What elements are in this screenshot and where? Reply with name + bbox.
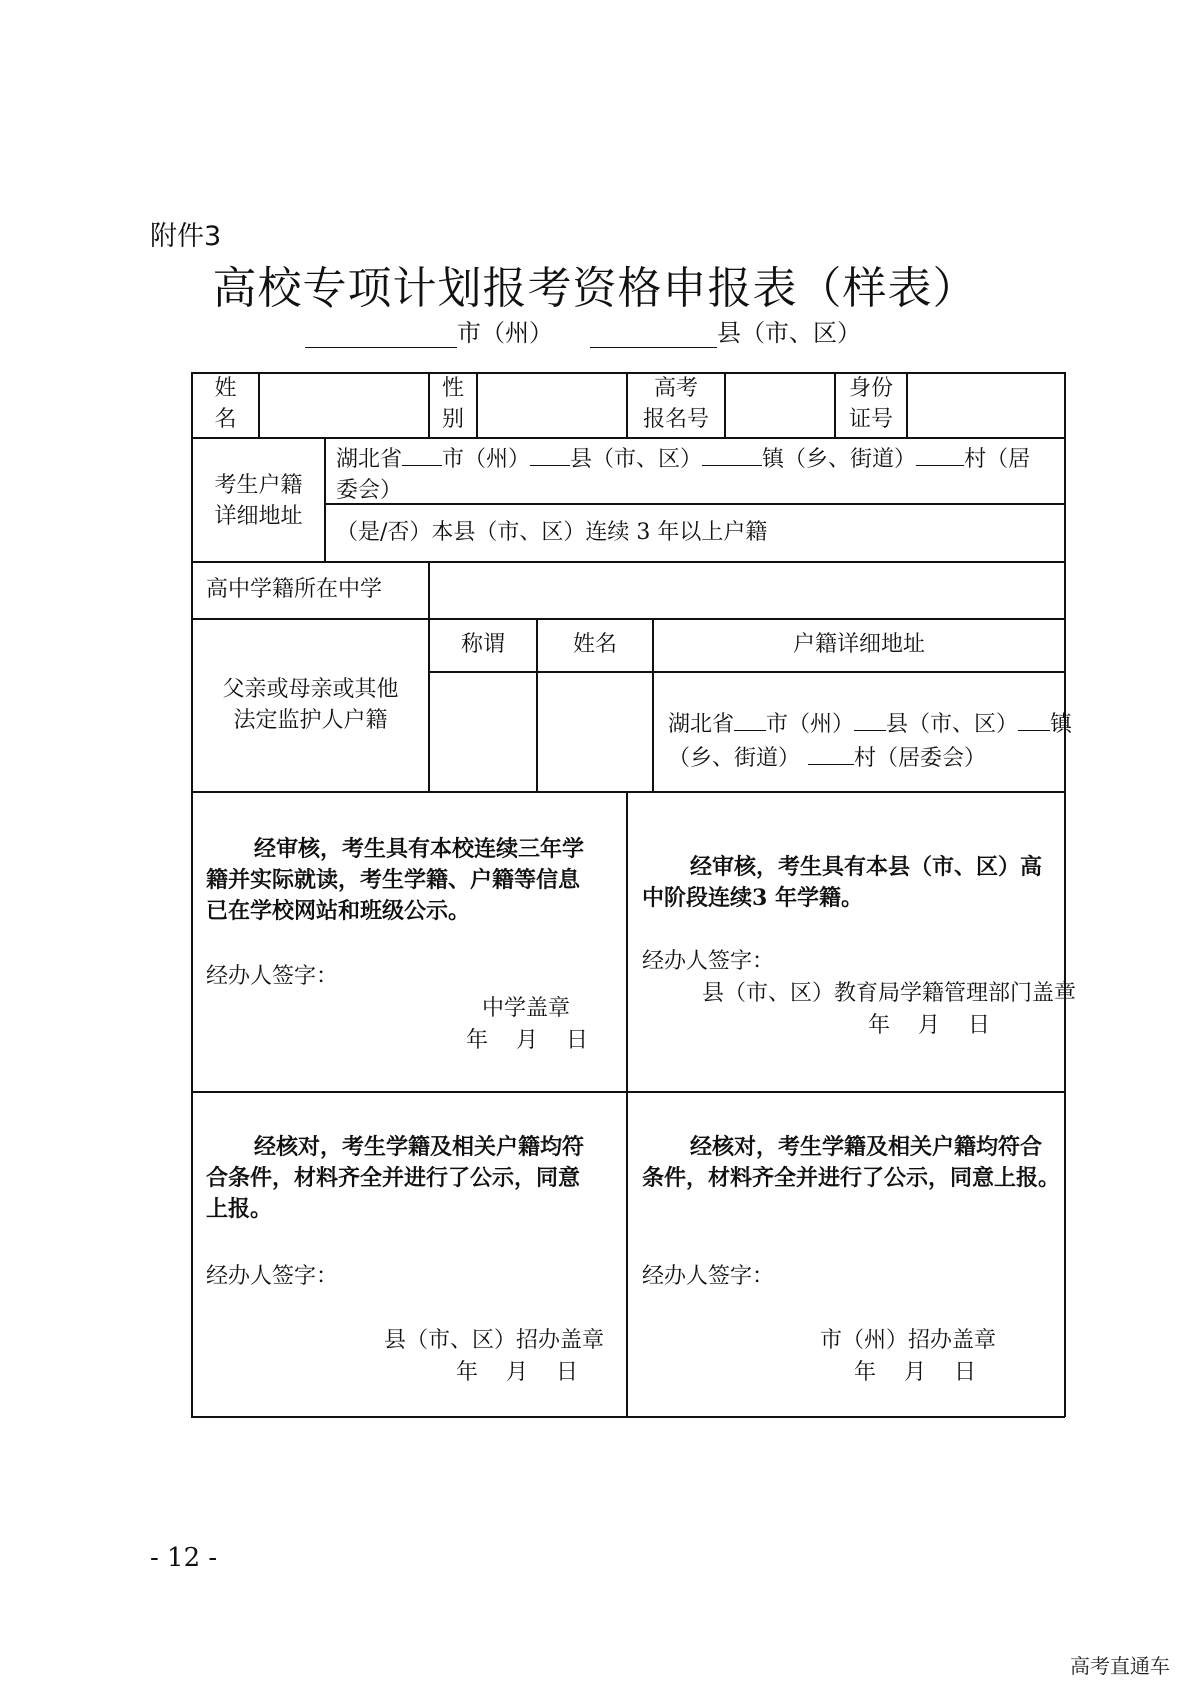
page-title: 高校专项计划报考资格申报表（样表） — [212, 263, 978, 314]
exam-no-field[interactable] — [726, 374, 833, 436]
county-edu-seal: 县（市、区）教育局学籍管理部门盖章 — [702, 981, 1077, 1006]
name-label: 姓 名 — [214, 376, 237, 432]
guardian-address: 湖北省 市（州） 县（市、区） 镇 （乡、街道） 村（居委会） — [668, 706, 1064, 774]
county-blank[interactable] — [590, 321, 717, 348]
household-label: 考生户籍 详细地址 — [214, 473, 303, 529]
guardian-col-name: 姓名 — [572, 632, 617, 657]
guardian-col-relation: 称谓 — [460, 632, 505, 657]
guardian-county-blank[interactable] — [854, 706, 886, 731]
attachment-label: 附件3 — [150, 221, 222, 252]
exam-no-label: 高考 报名号 — [642, 376, 709, 432]
county-verify-handler-signature[interactable]: 经办人签字： — [206, 1264, 339, 1289]
city-admissions-seal: 市（州）招办盖章 — [820, 1328, 997, 1353]
household-village-blank[interactable] — [916, 441, 964, 466]
residency-statement[interactable]: （是/否）本县（市、区）连续 3 年以上户籍 — [336, 520, 768, 545]
household-address: 湖北省 市（州） 县（市、区） 镇（乡、街道） 村（居 委会） — [336, 441, 1060, 506]
school-field[interactable] — [430, 563, 1063, 617]
county-verify-statement: 经核对，考生学籍及相关户籍均符 合条件，材料齐全并进行了公示，同意 上报。 — [206, 1134, 585, 1222]
county-edu-review-statement: 经审核，考生具有本县（市、区）高 中阶段连续3 年学籍。 — [642, 854, 1043, 911]
name-field[interactable] — [260, 374, 427, 436]
school-review-statement: 经审核，考生具有本校连续三年学 籍并实际就读，考生学籍、户籍等信息 已在学校网站和班级公示。 — [206, 836, 585, 924]
guardian-village-blank[interactable] — [808, 740, 854, 765]
watermark: 高考直通车 — [1070, 1654, 1170, 1678]
guardian-relation-field[interactable] — [430, 673, 535, 790]
county-verify-date[interactable]: 年 月 日 — [456, 1360, 578, 1385]
county-edu-handler-signature[interactable]: 经办人签字： — [642, 949, 775, 974]
subtitle-city: 市（州） — [305, 313, 553, 348]
page-number: - 12 - — [150, 1543, 218, 1573]
guardian-label: 父亲或母亲或其他 法定监护人户籍 — [222, 677, 399, 733]
county-edu-date[interactable]: 年 月 日 — [868, 1013, 990, 1038]
guardian-town-blank[interactable] — [1018, 706, 1050, 731]
gender-label: 性 别 — [441, 376, 464, 432]
school-label: 高中学籍所在中学 — [206, 577, 383, 602]
household-county-blank[interactable] — [530, 441, 570, 466]
household-city-blank[interactable] — [402, 441, 442, 466]
school-date[interactable]: 年 月 日 — [466, 1028, 588, 1053]
county-admissions-seal: 县（市、区）招办盖章 — [384, 1328, 605, 1353]
school-seal: 中学盖章 — [482, 996, 571, 1021]
guardian-name-field[interactable] — [538, 673, 651, 790]
gender-field[interactable] — [478, 374, 625, 436]
school-handler-signature[interactable]: 经办人签字： — [206, 964, 339, 989]
guardian-city-blank[interactable] — [734, 706, 766, 731]
id-label: 身份 证号 — [848, 376, 893, 432]
city-verify-statement: 经核对，考生学籍及相关户籍均符合 条件，材料齐全并进行了公示，同意上报。 — [642, 1134, 1061, 1191]
id-field[interactable] — [908, 374, 1063, 436]
city-verify-date[interactable]: 年 月 日 — [854, 1360, 976, 1385]
city-blank[interactable] — [305, 321, 457, 348]
household-town-blank[interactable] — [702, 441, 762, 466]
guardian-col-address: 户籍详细地址 — [792, 632, 925, 657]
city-verify-handler-signature[interactable]: 经办人签字： — [642, 1264, 775, 1289]
subtitle-county: 县（市、区） — [590, 313, 861, 348]
